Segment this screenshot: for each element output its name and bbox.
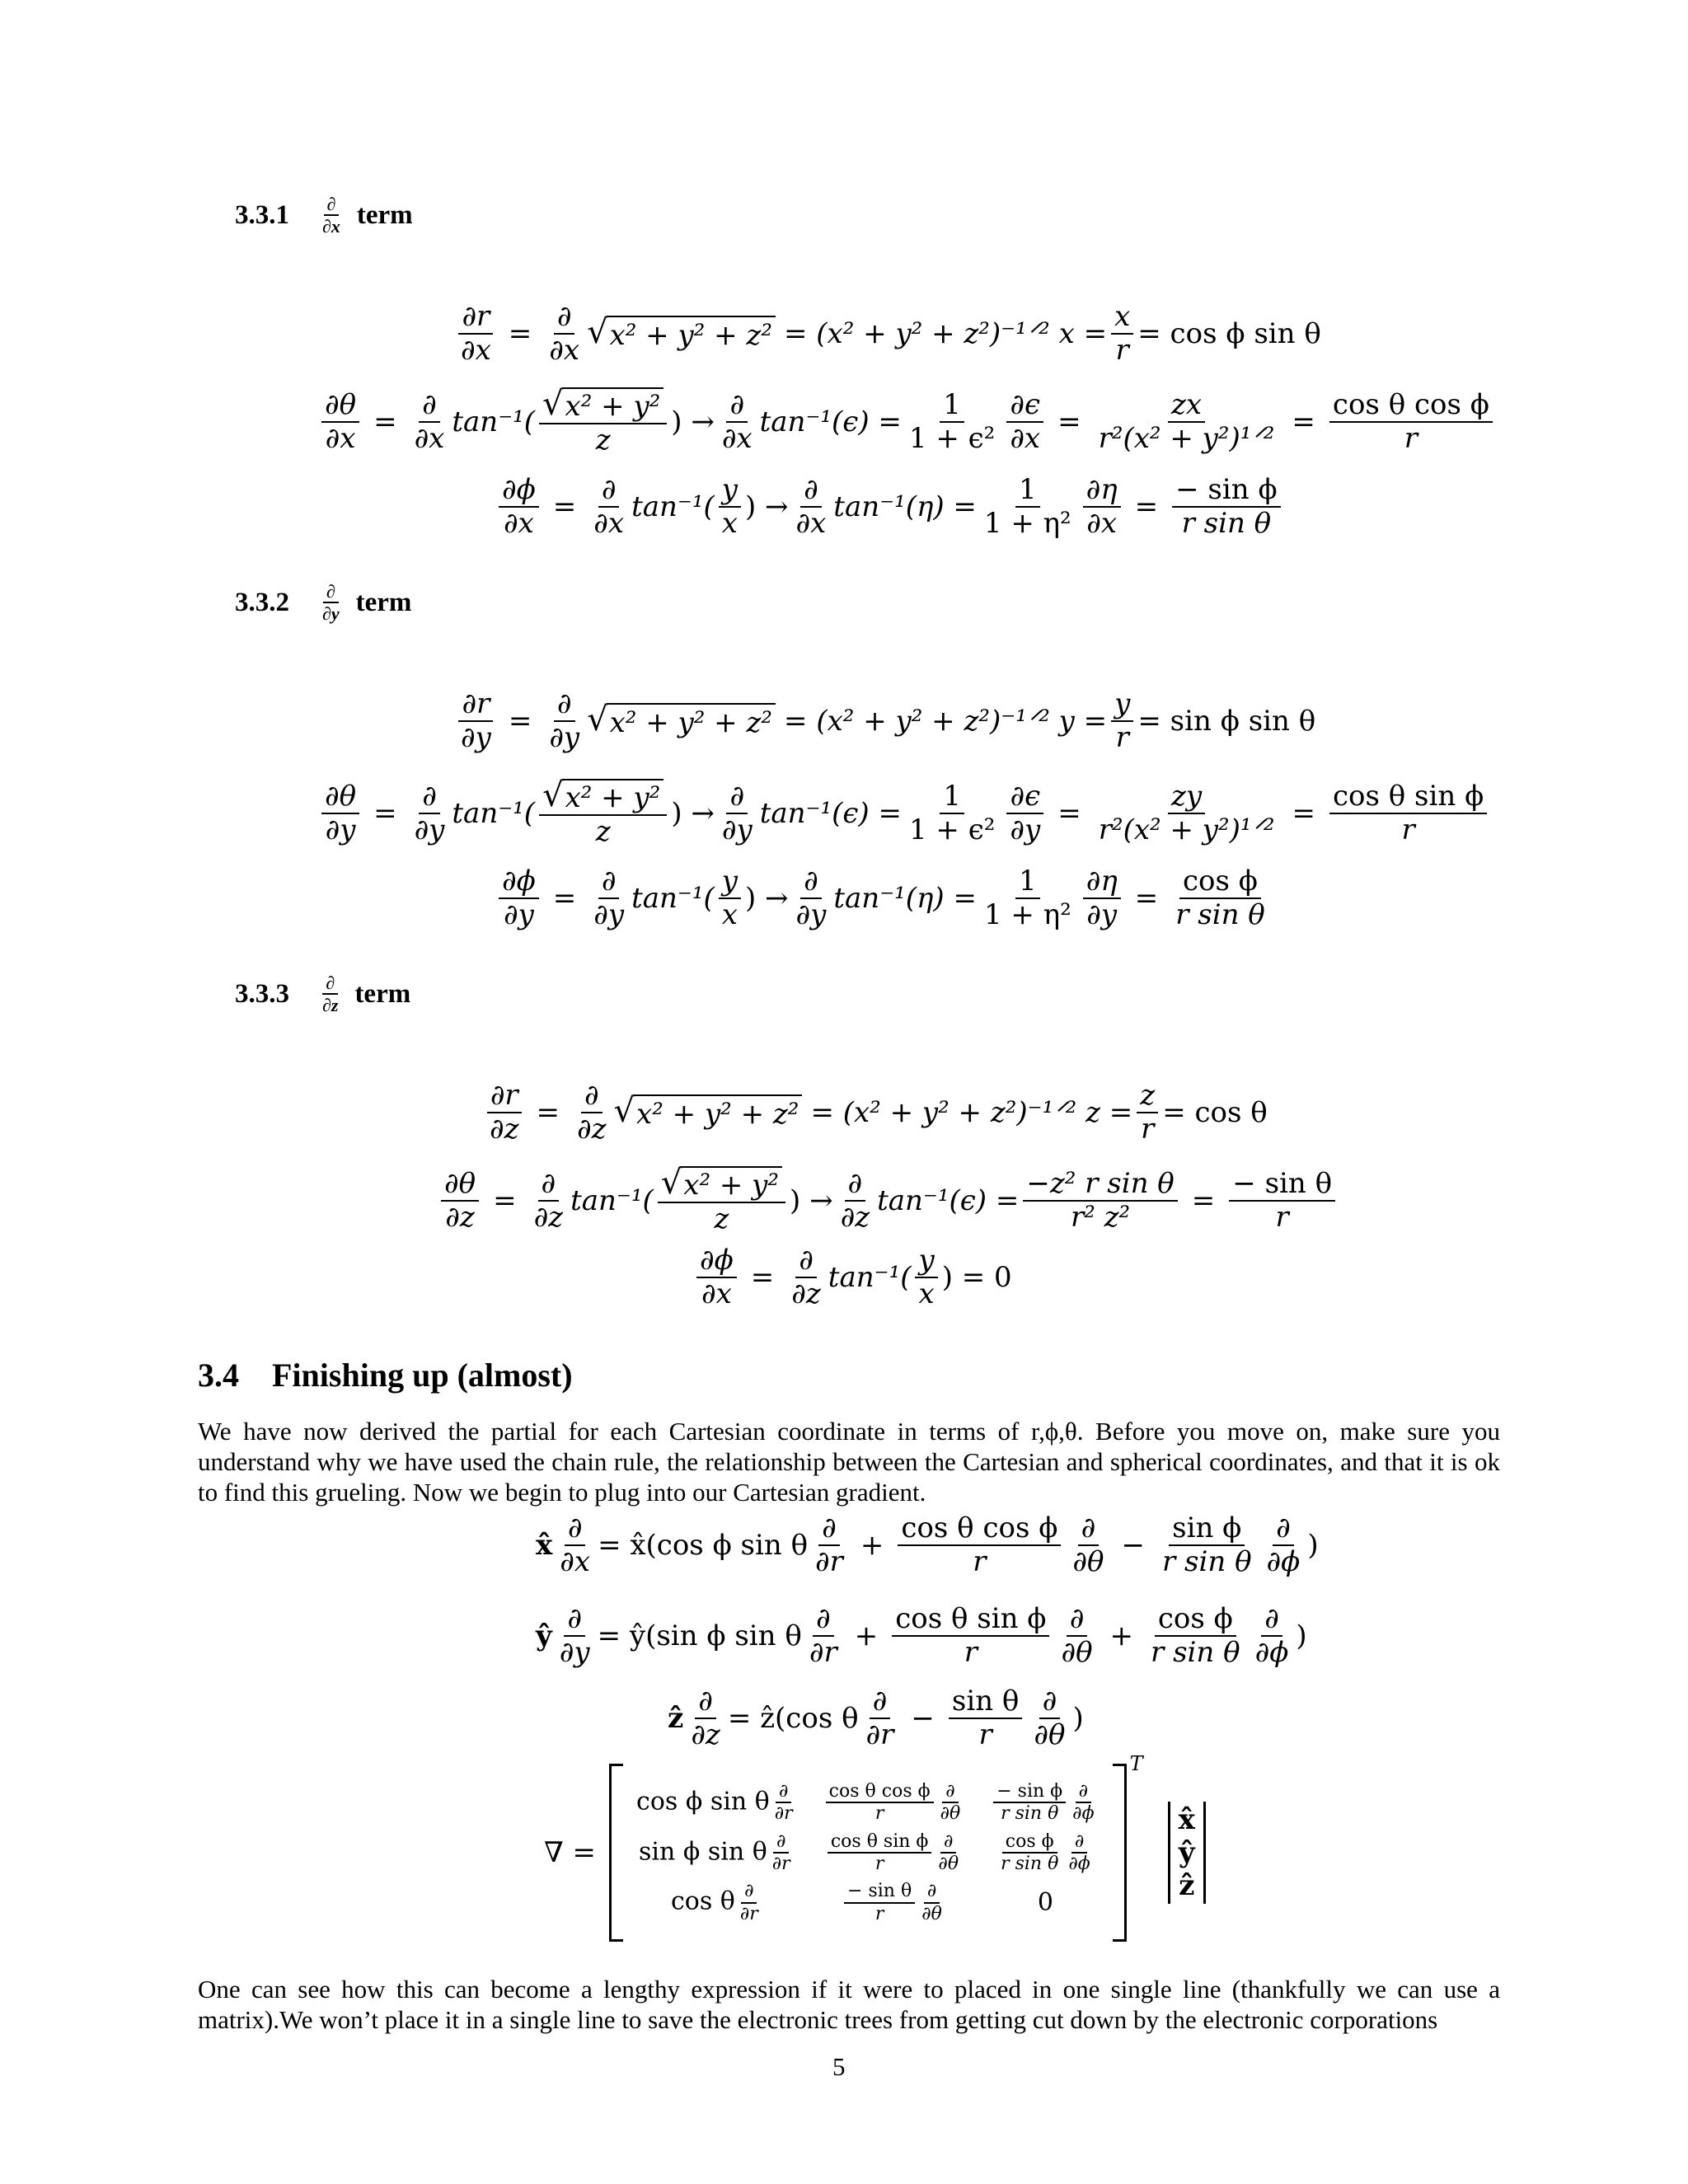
equation-dtheta-dx: $\frac{\partial\theta}{\partial x}$ = $\frac{\partial}{\partial x}$ tan⁻¹( √ x² + y² z ) → $\frac{\partial}{\partial x}$ tan⁻¹(ϵ) = $\frac{1}{\text{1 + ϵ²}}$ $\frac{\partial\epsilon}{\partial x}$ = $\frac{zx}{\text{r²(x² + y²)¹ᐟ²}}$ = $\frac{\text{cos θ cos ϕ}}{r}$ xyxy=(317,387,1497,457)
equation-dtheta-dz: $\frac{\partial\theta}{\partial z}$ = $\frac{\partial}{\partial z}$ tan⁻¹( √ x² + y² z ) → $\frac{\partial}{\partial z}$ tan⁻¹(ϵ) = $\frac{\text{−z² r sin θ}}{\text{r² z²}}$ = $\frac{\text{− sin θ}}{r}$ xyxy=(437,1166,1339,1235)
subsection-number: 3.3.2 xyxy=(235,587,289,617)
partial-fraction: $\frac{\partial}{\partial z}$ xyxy=(322,972,339,1016)
equation-dr-dx: $\frac{\partial r}{\partial x}$ = $\frac{\partial}{\partial x}$ √ x² + y² + z² = (x² + y² + z²)⁻¹ᐟ² x = $\frac{x}{r}$ = cos ϕ sin θ xyxy=(453,301,1321,367)
paragraph-2: One can see how this can become a lengthy expression if it were to placed in one single line (thankfully we can use a matrix).We won’t place it in a single line to save the electronic trees from getting cut down by the electronic corporations xyxy=(198,1975,1500,2034)
subsection-heading-3-3-2 xyxy=(235,581,411,625)
section-title: Finishing up (almost) xyxy=(272,1357,573,1394)
paragraph-1: We have now derived the partial for each Cartesian coordinate in terms of r,ϕ,θ. Before you move on, make sure you understand why we have used the chain rule, the relationship between the Cartesian and spherical coordinates, and that it is ok to find this grueling. Now we begin to plug into our Cartesian gradient. xyxy=(198,1417,1500,1507)
subsection-number: 3.3.3 xyxy=(235,978,289,1009)
equation-dtheta-dy: $\frac{\partial\theta}{\partial y}$ = $\frac{\partial}{\partial y}$ tan⁻¹( √ x² + y² z ) → $\frac{\partial}{\partial y}$ tan⁻¹(ϵ) = $\frac{1}{\text{1 + ϵ²}}$ $\frac{\partial\epsilon}{\partial y}$ = $\frac{zy}{\text{r²(x² + y²)¹ᐟ²}}$ = $\frac{\text{cos θ sin ϕ}}{r}$ xyxy=(317,779,1491,848)
subsection-label: term xyxy=(354,978,411,1009)
equation-yhat-line: ŷ $\frac{\partial}{\partial y}$ = ŷ(sin ϕ sin θ $\frac{\partial}{\partial r}$ + $\frac{\text{cos θ sin ϕ}}{r}$ $\frac{\partial}{\partial\theta}$ + $\frac{\text{cos ϕ}}{\text{r sin θ}}$ $\frac{\partial}{\partial\phi}$ ) xyxy=(536,1602,1307,1670)
equation-dphi-dx: $\frac{\partial\phi}{\partial x}$ = $\frac{\partial}{\partial x}$ tan⁻¹( $\frac{y}{x}$ ) → $\frac{\partial}{\partial x}$ tan⁻¹(η) = $\frac{1}{\text{1 + η²}}$ $\frac{\partial\eta}{\partial x}$ = $\frac{\text{− sin ϕ}}{\text{r sin θ}}$ xyxy=(495,474,1285,540)
equation-dr-dy: $\frac{\partial r}{\partial y}$ = $\frac{\partial}{\partial y}$ √ x² + y² + z² = (x² + y² + z²)⁻¹ᐟ² y = $\frac{y}{r}$ = sin ϕ sin θ xyxy=(453,688,1315,754)
subsection-heading-3-3-1 xyxy=(235,194,413,237)
equation-dr-dz: $\frac{\partial r}{\partial z}$ = $\frac{\partial}{\partial z}$ √ x² + y² + z² = (x² + y² + z²)⁻¹ᐟ² z = $\frac{z}{r}$ = cos θ xyxy=(482,1080,1268,1146)
equation-dphi-dz: $\frac{\partial\phi}{\partial x}$ = $\frac{\partial}{\partial z}$ tan⁻¹( $\frac{y}{x}$ ) = 0 xyxy=(692,1244,1012,1310)
subsection-label: term xyxy=(355,587,412,617)
equation-zhat-line: ẑ $\frac{\partial}{\partial z}$ = ẑ(cos θ $\frac{\partial}{\partial r}$ − $\frac{\text{sin θ}}{r}$ $\frac{\partial}{\partial\theta}$ ) xyxy=(668,1685,1084,1752)
partial-fraction: $\frac{\partial}{\partial x}$ xyxy=(322,194,340,237)
section-number: 3.4 xyxy=(198,1357,239,1394)
partial-fraction: $\frac{\partial}{\partial y}$ xyxy=(322,581,340,625)
section-heading xyxy=(198,1356,573,1394)
equation-dphi-dy: $\frac{\partial\phi}{\partial y}$ = $\frac{\partial}{\partial y}$ tan⁻¹( $\frac{y}{x}$ ) → $\frac{\partial}{\partial y}$ tan⁻¹(η) = $\frac{1}{\text{1 + η²}}$ $\frac{\partial\eta}{\partial y}$ = $\frac{\text{cos ϕ}}{\text{r sin θ}}$ xyxy=(495,865,1273,931)
subsection-number: 3.3.1 xyxy=(235,199,289,230)
subsection-heading-3-3-3 xyxy=(235,972,410,1016)
equation-xhat-line: x̂ $\frac{\partial}{\partial x}$ = x̂(cos ϕ sin θ $\frac{\partial}{\partial r}$ + $\frac{\text{cos θ cos ϕ}}{r}$ $\frac{\partial}{\partial\theta}$ − $\frac{\text{sin ϕ}}{\text{r sin θ}}$ $\frac{\partial}{\partial\phi}$ ) xyxy=(536,1511,1319,1579)
gradient-matrix: ∇ = cos ϕ sin θ $\frac{\partial}{\partial r}$ $\frac{\text{cos θ cos ϕ}}{r}$ $\frac{\partial}{\partial\theta}$ $\frac{\text{− sin ϕ}}{\text{r sin θ}}$ $\frac{\partial}{\partial\phi}$ sin ϕ sin θ $\frac{\partial}{\partial r}$ $\frac{\text{cos θ sin ϕ}}{r}$ $\frac{\partial}{\partial\theta}$ $\frac{\text{cos ϕ}}{\text{r sin θ}}$ $\frac{\partial}{\partial\phi}$ cos θ $\frac{\partial}{\partial r}$ $\frac{\text{− sin θ}}{r}$ $\frac{\partial}{\partial\theta}$ 0 T x̂ ŷ ẑ xyxy=(544,1764,1206,1942)
subsection-label: term xyxy=(356,199,413,230)
unit-vector-column: x̂ ŷ ẑ xyxy=(1168,1802,1206,1904)
page-number: 5 xyxy=(832,2052,846,2081)
